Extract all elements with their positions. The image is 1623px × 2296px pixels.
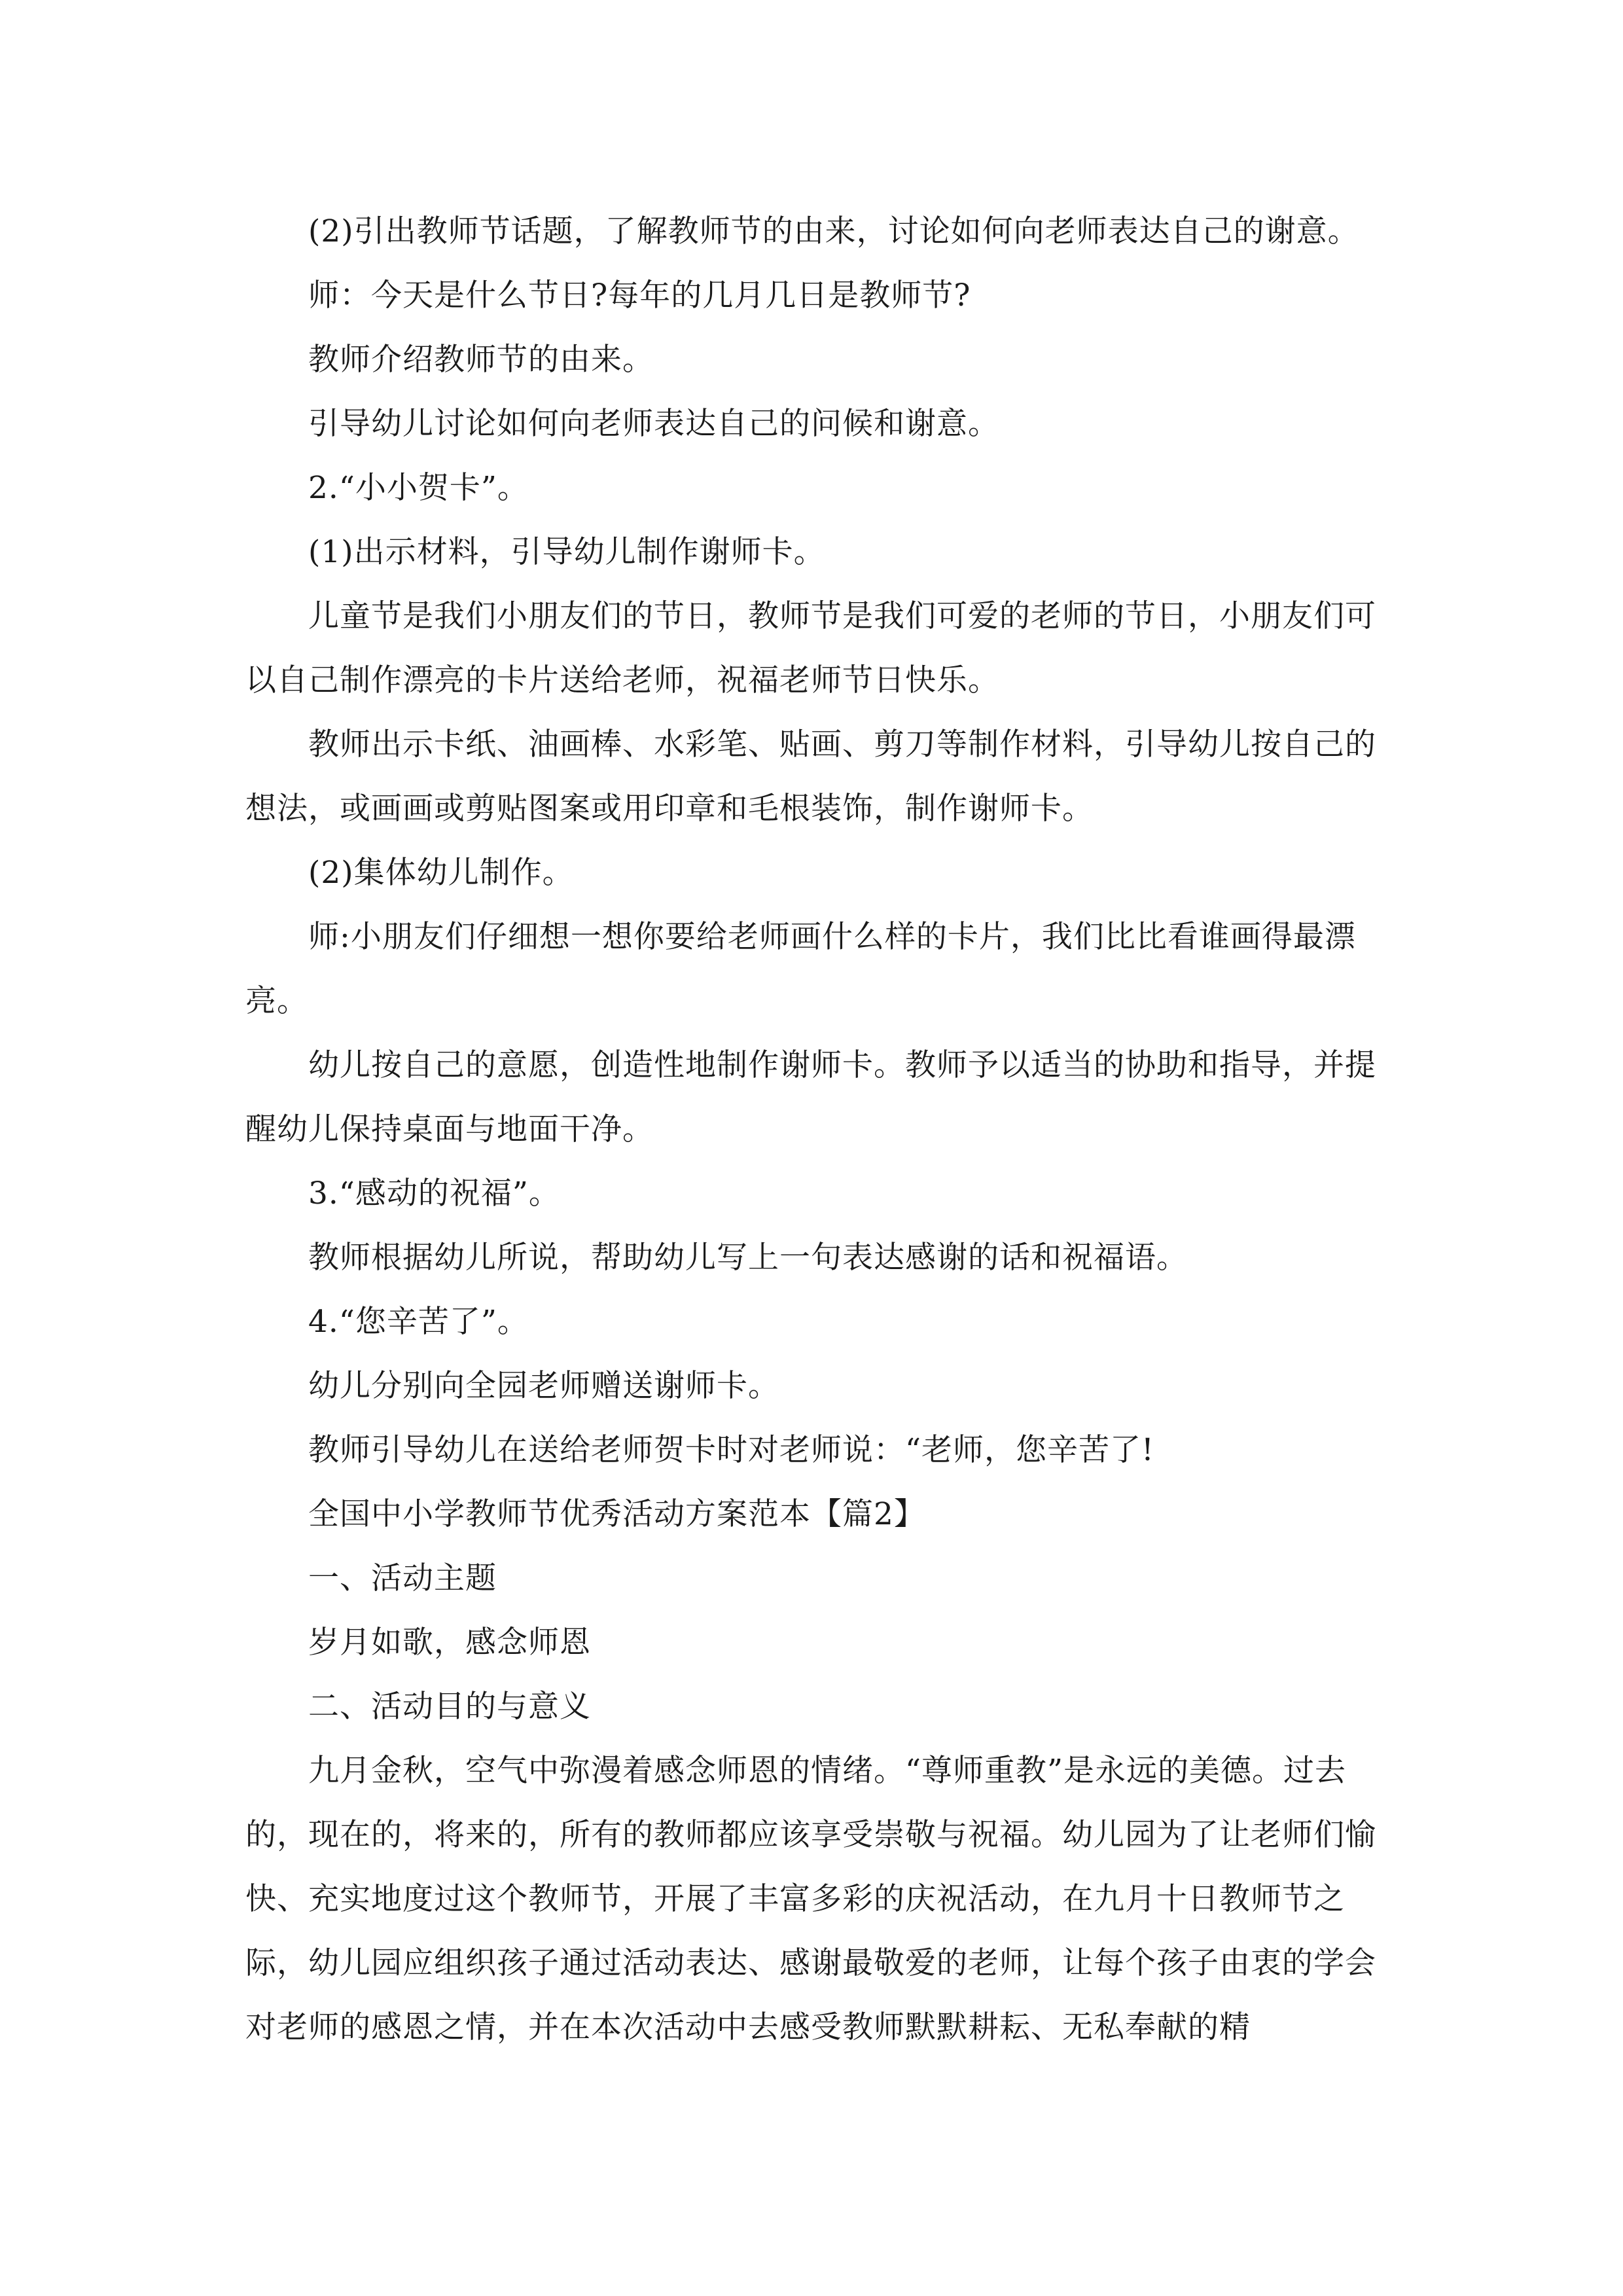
paragraph-materials-list: 教师出示卡纸、油画棒、水彩笔、贴画、剪刀等制作材料，引导幼儿按自己的想法，或画画或剪贴图案或用印章和毛根装饰，制作谢师卡。 (245, 726, 1376, 827)
heading-thank-you: 4.“您辛苦了”。 (308, 1304, 529, 1340)
heading-activity-purpose: 二、活动目的与意义 (308, 1689, 591, 1725)
paragraph-purpose-text: 九月金秋，空气中弥漫着感念师恩的情绪。“尊师重教”是永远的美德。过去的，现在的，将来的，所有的教师都应该享受崇敬与祝福。幼儿园为了让老师们愉快、充实地度过这个教师节，开展了丰富多彩的庆祝活动，在九月十日教师节之际，幼儿园应组织孩子通过活动表达、感谢最敬爱的老师，让每个孩子由衷的学会对老师的感恩之情，并在本次活动中去感受教师默默耕耘、无私奉献的精 (245, 1753, 1376, 2045)
paragraph-childrens-day: 儿童节是我们小朋友们的节日，教师节是我们可爱的老师的节日，小朋友们可以自己制作漂亮的卡片送给老师，祝福老师节日快乐。 (245, 598, 1376, 698)
paragraph-group-making: (2)集体幼儿制作。 (308, 855, 574, 891)
paragraph-theme-text: 岁月如歌，感念师恩 (308, 1624, 591, 1660)
paragraph-show-materials: (1)出示材料，引导幼儿制作谢师卡。 (308, 534, 825, 570)
section-title-part2: 全国中小学教师节优秀活动方案范本【篇2】 (308, 1496, 925, 1532)
paragraph-give-cards: 幼儿分别向全园老师赠送谢师卡。 (308, 1368, 779, 1404)
paragraph-guide-discussion: 引导幼儿讨论如何向老师表达自己的问候和谢意。 (308, 406, 999, 442)
paragraph-topic-intro: (2)引出教师节话题，了解教师节的由来，讨论如何向老师表达自己的谢意。 (308, 213, 1359, 249)
paragraph-children-create: 幼儿按自己的意愿，创造性地制作谢师卡。教师予以适当的协助和指导，并提醒幼儿保持桌面与地面干净。 (245, 1047, 1376, 1147)
paragraph-say-thanks: 教师引导幼儿在送给老师贺卡时对老师说：“老师，您辛苦了! (308, 1432, 1154, 1468)
heading-little-card: 2.“小小贺卡”。 (308, 470, 529, 506)
paragraph-write-blessing: 教师根据幼儿所说，帮助幼儿写上一句表达感谢的话和祝福语。 (308, 1240, 1188, 1276)
document-body (245, 200, 1378, 2060)
heading-activity-theme: 一、活动主题 (308, 1560, 497, 1596)
heading-touching-blessing: 3.“感动的祝福”。 (308, 1175, 560, 1211)
paragraph-teacher-prompt: 师:小朋友们仔细想一想你要给老师画什么样的卡片，我们比比看谁画得最漂亮。 (245, 919, 1356, 1019)
paragraph-origin: 教师介绍教师节的由来。 (308, 342, 654, 378)
paragraph-teacher-question: 师：今天是什么节日?每年的几月几日是教师节? (308, 278, 971, 314)
